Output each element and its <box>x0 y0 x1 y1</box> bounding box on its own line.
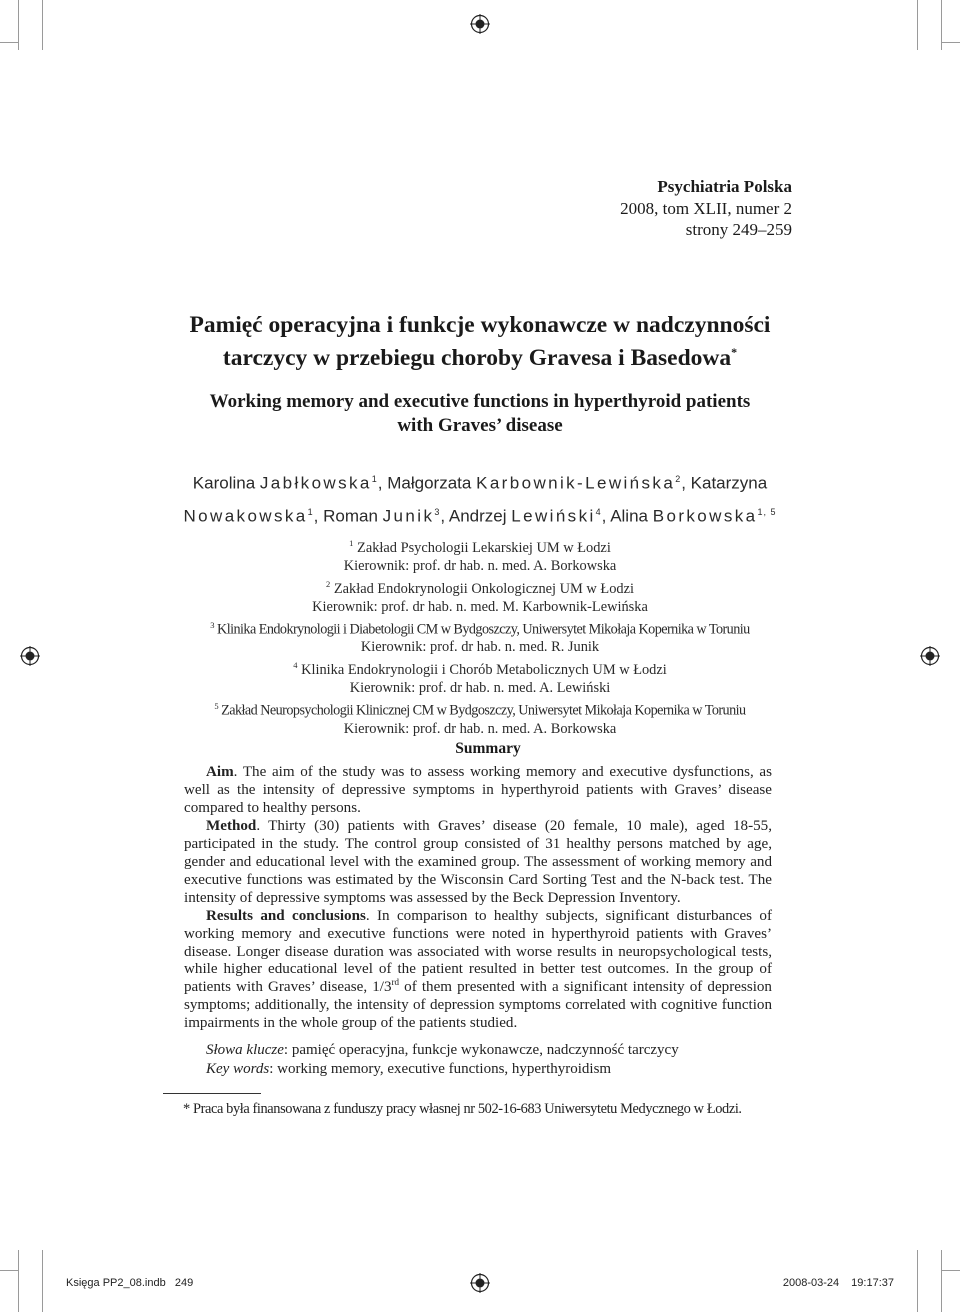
author-first-name: Małgorzata <box>387 473 472 493</box>
author-last-name: Jabłkowska <box>259 473 372 493</box>
print-slug-file <box>66 1277 193 1289</box>
summary-method <box>184 818 772 908</box>
journal-volume: 2008, tom XLII, numer 2 <box>620 198 792 218</box>
title-polish <box>120 312 840 372</box>
affiliation-head: Kierownik: prof. dr hab. n. med. A. Borkowska <box>343 557 617 574</box>
affiliation-name: Klinika Endokrynologii i Chorób Metabolicznych UM w Łodzi <box>301 662 667 679</box>
crop-mark <box>941 42 960 43</box>
author-first-name: Katarzyna <box>690 473 768 493</box>
crop-mark <box>18 0 19 50</box>
author-first-name: Roman <box>323 506 378 526</box>
affiliation-name: Zakład Psychologii Lekarskiej UM w Łodzi <box>357 539 611 556</box>
registration-mark-icon <box>470 14 490 34</box>
affiliation-head: Kierownik: prof. dr hab. n. med. M. Karbownik-Lewińska <box>312 598 648 615</box>
author-affiliation-number: 2 <box>675 474 682 484</box>
summary-label: Aim <box>206 764 234 780</box>
author-affiliation-number: 1 <box>371 474 378 484</box>
summary-text: . In comparison to healthy subjects, significant disturbances of working memory and executive functions were noted in hyperthyroid patients with Graves’ disease. Longer disease duration was associated with worse results in neuropsychological tests, while higher educational level of the patient resulted in better test outcomes. In the group of patients with Graves’ disease, 1/3 <box>184 907 772 996</box>
affiliation-head: Kierownik: prof. dr hab. n. med. A. Lewiński <box>349 680 611 697</box>
summary-heading: Summary <box>455 740 521 757</box>
title-english-line: Working memory and executive functions in hyperthyroid patients <box>209 391 751 412</box>
slug-date: 2008-03-24 <box>782 1277 840 1289</box>
summary-body <box>184 764 772 1033</box>
journal-pages: strony 249–259 <box>685 220 792 239</box>
author-affiliation-number: 3 <box>434 506 441 517</box>
affiliation-list <box>110 534 850 738</box>
crop-mark <box>917 0 918 50</box>
affiliation-name: Zakład Neuropsychologii Klinicznej CM w Bydgoszczy, Uniwersytet Mikołaja Kopernika w Toruniu <box>221 702 746 719</box>
title-polish-line: Pamięć operacyjna i funkcje wykonawcze w nadczynności <box>189 312 771 338</box>
summary-text: of them presented with a significant intensity of depression symptoms; additionally, the intensity of depression symptoms correlated with cognitive function impairments in the whole group of the patients studied. <box>184 979 772 1032</box>
keywords-en-label: Key words <box>206 1061 270 1077</box>
author-first-name: Karolina <box>192 473 256 493</box>
keywords-pl-label: Słowa klucze <box>206 1042 284 1058</box>
author-last-name: Borkowska <box>652 506 758 526</box>
summary-aim <box>184 764 772 818</box>
crop-mark <box>18 1250 19 1312</box>
journal-header <box>620 176 792 241</box>
journal-name: Psychiatria Polska <box>657 177 792 196</box>
registration-mark-icon <box>920 646 940 666</box>
crop-mark <box>42 0 43 50</box>
affiliation-number: 4 <box>293 660 298 671</box>
author-first-name: Alina <box>610 506 648 526</box>
crop-mark <box>0 42 18 43</box>
author-affiliation-number: 1 <box>307 506 314 517</box>
summary-results <box>184 908 772 1034</box>
affiliation-number: 3 <box>210 619 214 630</box>
affiliation-number: 1 <box>349 538 354 548</box>
author-list: Karolina Jabłkowska$^1$, Małgorzata Karbownik-Lewińska$^2$, Katarzyna Nowakowska$^1$, Roman Junik$^3$, Andrzej Lewiński$^4$, Alina Borkowska$^{1, 5}$ <box>183 473 777 526</box>
author-first-name: Andrzej <box>448 506 507 526</box>
print-slug-date <box>783 1277 894 1289</box>
author-last-name: Junik <box>382 506 435 526</box>
author-last-name: Karbownik-Lewińska <box>476 473 676 493</box>
slug-page: 249 <box>174 1277 194 1289</box>
author-affiliation-number: 1, 5 <box>757 506 777 517</box>
crop-mark <box>917 1250 918 1312</box>
registration-mark-icon <box>20 646 40 666</box>
ordinal-suffix: rd <box>391 977 400 988</box>
crop-mark <box>0 1270 18 1271</box>
affiliation-name: Klinika Endokrynologii i Diabetologii CM w Bydgoszczy, Uniwersytet Mikołaja Kopernika w Toruniu <box>217 621 750 638</box>
crop-mark <box>941 1250 942 1312</box>
affiliation-name: Zakład Endokrynologii Onkologicznej UM w Łodzi <box>333 580 634 597</box>
title-english-line: with Graves’ disease <box>397 415 563 436</box>
keywords-en-text: : working memory, executive functions, hyperthyroidism <box>269 1061 612 1077</box>
crop-mark <box>42 1250 43 1312</box>
slug-filename: Księga PP2_08.indb <box>66 1277 166 1289</box>
footnote-rule <box>163 1093 261 1094</box>
title-footnote-mark: * <box>731 345 738 359</box>
registration-mark-icon <box>470 1273 490 1293</box>
footnote: * Praca była finansowana z funduszy pracy własnej nr 502-16-683 Uniwersytetu Medycznego w Łodzi. <box>183 1101 742 1117</box>
summary-label: Results and conclusions <box>206 907 366 924</box>
crop-mark <box>941 1270 960 1271</box>
author-last-name: Nowakowska <box>183 506 308 526</box>
slug-time: 19:17:37 <box>851 1277 894 1289</box>
author-affiliation-number: 4 <box>595 506 602 517</box>
affiliation-head: Kierownik: prof. dr hab. n. med. R. Junik <box>360 639 600 656</box>
title-polish-line: tarczycy w przebiegu choroby Gravesa i Basedowa <box>222 344 732 371</box>
title-english <box>120 390 840 438</box>
affiliation-number: 5 <box>214 701 219 712</box>
affiliation-number: 2 <box>325 578 331 589</box>
summary-text: . Thirty (30) patients with Graves’ disease (20 female, 10 male), aged 18-55, participated in the study. The control group consisted of 31 healthy persons matched by age, gender and educational level with the examined group. The assessment of working memory and executive functions was estimated by the Wisconsin Card Sorting Test and the N-back test. The intensity of depressive symptoms was assessed by the Beck Depression Inventory. <box>184 817 772 906</box>
keywords-pl-text: : pamięć operacyjna, funkcje wykonawcze, nadczynność tarczycy <box>283 1042 679 1058</box>
summary-label: Method <box>206 817 257 834</box>
summary-text: . The aim of the study was to assess working memory and executive dysfunctions, as well as the intensity of depressive symptoms in hyperthyroid patients with Graves’ disease compared to healthy persons. <box>184 764 772 816</box>
author-last-name: Lewiński <box>511 506 596 526</box>
affiliation-head: Kierownik: prof. dr hab. n. med. A. Borkowska <box>343 720 617 737</box>
keywords <box>206 1041 679 1079</box>
